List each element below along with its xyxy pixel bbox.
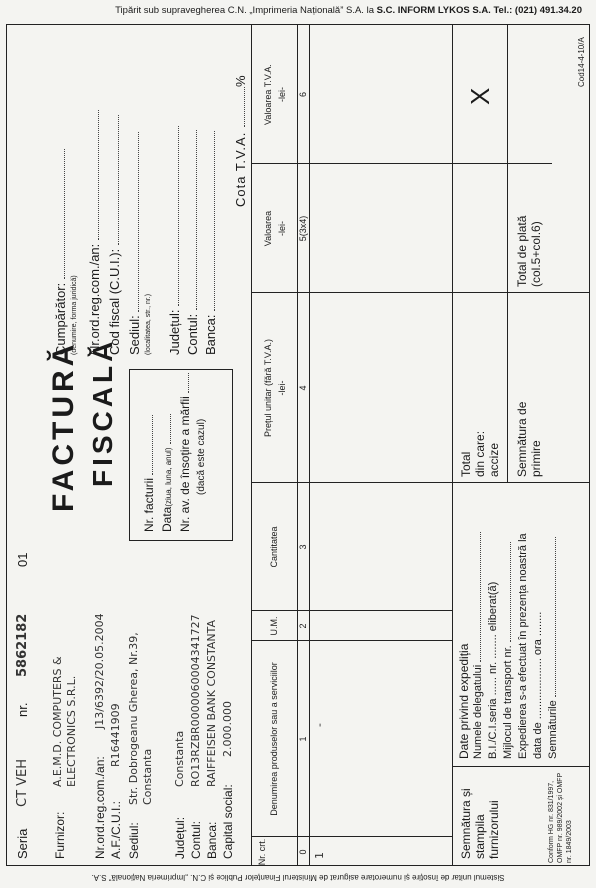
buyer-sediul-hint: (localitatea, str., nr.): [145, 293, 152, 355]
title-fiscala: FISCALĂ: [87, 337, 118, 487]
col-divider-2: [251, 640, 452, 641]
header-pret-unit: -lei-: [277, 380, 287, 396]
title-factura: FACTURĂ: [47, 340, 80, 512]
colnum-2: 2: [298, 623, 308, 629]
printer-prefix: Tipărit sub supravegherea C.N. „Imprimeria Națională” S.A. la: [115, 5, 377, 16]
supplier-capital-value: 2.000.000: [221, 701, 234, 757]
col-divider-3: [251, 610, 452, 611]
buyer-banca-label: Banca:: [203, 131, 218, 355]
footer-hline-1: [507, 25, 508, 483]
buyer-hint: (denumire, forma juridică): [71, 275, 78, 355]
cota-tva: Cota T.V.A. %: [233, 74, 248, 207]
supplier-judet-value: Constanta: [173, 730, 186, 787]
invoice-date-hint: (ziua, luna, anul): [164, 447, 173, 507]
header-denumire: Denumirea produselor sau a serviciilor: [269, 662, 279, 816]
supplier-contul-value: RO13RZBR0000060004341727: [189, 614, 202, 787]
row-mark-2: -: [313, 723, 326, 727]
supplier-capital-label: Capital social:: [221, 784, 235, 859]
footer-accize: accize: [487, 442, 501, 477]
colnum-1: 1: [298, 736, 308, 742]
supplier-furnizor-value: A.E.M.D. COMPUTERS &: [51, 656, 64, 787]
invoice-nr-label: Nr. facturii: [142, 415, 156, 532]
footer-divider-4: [452, 163, 552, 164]
buyer-nrord-label: Nr.ord.reg.com./an:: [87, 110, 102, 355]
footer-semnatura-furnizor: Semnătura și stampila furnizorului: [459, 788, 501, 859]
footer-cod: Cod14-4-10/A: [577, 37, 586, 87]
header-valoarea-tva: Valoarea T.V.A.: [263, 64, 273, 125]
footer-exp-semnaturile: Semnăturile: [547, 537, 559, 759]
supplier-nrord-value: J13/6392/20.05.2004: [93, 613, 106, 729]
buyer-label: Cumpărător:: [53, 149, 68, 355]
footer-total-plata: [515, 216, 543, 287]
footer-x-mark: X: [465, 87, 495, 105]
header-um: U.M.: [269, 616, 279, 636]
colnum-6: 6: [298, 92, 308, 98]
table-bottom-border: [452, 25, 453, 866]
invoice-form: [6, 24, 590, 866]
footer-divider-1: [452, 766, 590, 767]
invoice-aviz-hint: (dacă este cazul): [196, 418, 207, 495]
invoice-number-box: [129, 369, 233, 541]
supplier-af-label: A.F./C.U.I.:: [109, 800, 123, 859]
invoice-rotated-content: [7, 25, 590, 866]
footer-exp-transport: Mijlocul de transport nr.: [502, 542, 514, 759]
footer-conform: Conform HG nr. 831/1997, OMFP nr. 989/2002 și OMFP nr. 1849/2003: [548, 772, 573, 863]
colnum-3: 3: [298, 544, 308, 550]
printer-note: [0, 0, 596, 22]
colnum-5: 5(3x4): [298, 215, 308, 242]
footer-exp-data: data de .................... ora ........: [532, 611, 544, 759]
series-copy: 01: [15, 552, 30, 567]
invoice-aviz-label: Nr. av. de însoțire a mărfii: [178, 373, 192, 532]
header-nr-crt: Nr. crt.: [257, 838, 267, 866]
footer-exp-title: Date privind expediția: [457, 643, 471, 759]
supplier-af-value: R16441909: [109, 703, 122, 767]
footer-exp-bi: B.I./C.I.seria ...... nr. ........ eliberat(ă): [487, 581, 499, 759]
footer-total-plata-label: Total de plată: [515, 215, 529, 287]
supplier-judet-label: Județul:: [173, 816, 187, 859]
footer-note: Sistemul unitar de însoțire și numerotare asigurat de Ministerul Finanțelor Publice și C.N. „Imprimeria Națională” S.A.: [91, 873, 505, 882]
series-nr-value: 5862182: [15, 613, 30, 677]
supplier-sediul-label: Sediul:: [127, 822, 141, 859]
footer-divider-2: [452, 482, 590, 483]
supplier-sediul-value: Str. Dobrogeanu Gherea, Nr.39,: [127, 632, 140, 805]
series-value: CT VEH: [15, 758, 30, 807]
footer-exp-delegat: Numele delegatului: [472, 532, 484, 759]
supplier-sediul-value-2: Constanta: [141, 748, 154, 805]
colnum-0: 0: [298, 849, 308, 855]
supplier-furnizor-value-2: ELECTRONICS S.R.L.: [65, 675, 78, 787]
invoice-date-label: Data(ziua, luna, anul): [160, 414, 174, 532]
header-cantitate: Cantitatea: [269, 526, 279, 568]
series-label: Seria: [15, 828, 30, 859]
footer-din-care: din care:: [473, 430, 487, 477]
col-divider-1: [251, 836, 452, 837]
buyer-sediul-label: Sediul:: [127, 132, 142, 355]
supplier-banca-label: Banca:: [205, 821, 219, 859]
supplier-banca-value: RAIFFEISEN BANK CONSTANTA: [205, 619, 218, 787]
footer-total-label: Total: [459, 451, 473, 477]
header-pret: Prețul unitar (fără T.V.A.): [263, 338, 273, 438]
footer-exp-prezenta: Expedierea s-a efectuat în prezența noastră la: [517, 533, 529, 759]
printer-company: S.C. INFORM LYKOS S.A. Tel.: (021) 491.34.20: [376, 5, 582, 16]
header-valoarea-tva-unit: -lei-: [277, 87, 287, 102]
header-valoarea-unit: -lei-: [277, 221, 287, 236]
series-nr-label: nr.: [15, 702, 30, 717]
table-top-border: [251, 25, 252, 866]
footer-total: [459, 431, 501, 477]
buyer-cod-label: Cod fiscal (C.U.I.):: [107, 115, 122, 355]
footer-semnatura-primire: Semnătura de primire: [515, 401, 543, 477]
supplier-furnizor-label: Furnizor:: [53, 811, 67, 859]
supplier-contul-label: Contul:: [189, 820, 203, 859]
buyer-judet-label: Județul:: [167, 126, 182, 355]
colnum-4: 4: [298, 385, 308, 391]
footer-total-plata-sub: (col.5+col.6): [529, 221, 543, 287]
footer-divider-3: [452, 292, 590, 293]
row-mark-1: 1: [313, 852, 326, 859]
table-number-row-bottom: [309, 25, 310, 866]
header-valoarea: Valoarea: [263, 210, 273, 247]
supplier-nrord-label: Nr.ord.reg.com./an:: [93, 756, 107, 859]
buyer-contul-label: Contul:: [185, 130, 200, 355]
